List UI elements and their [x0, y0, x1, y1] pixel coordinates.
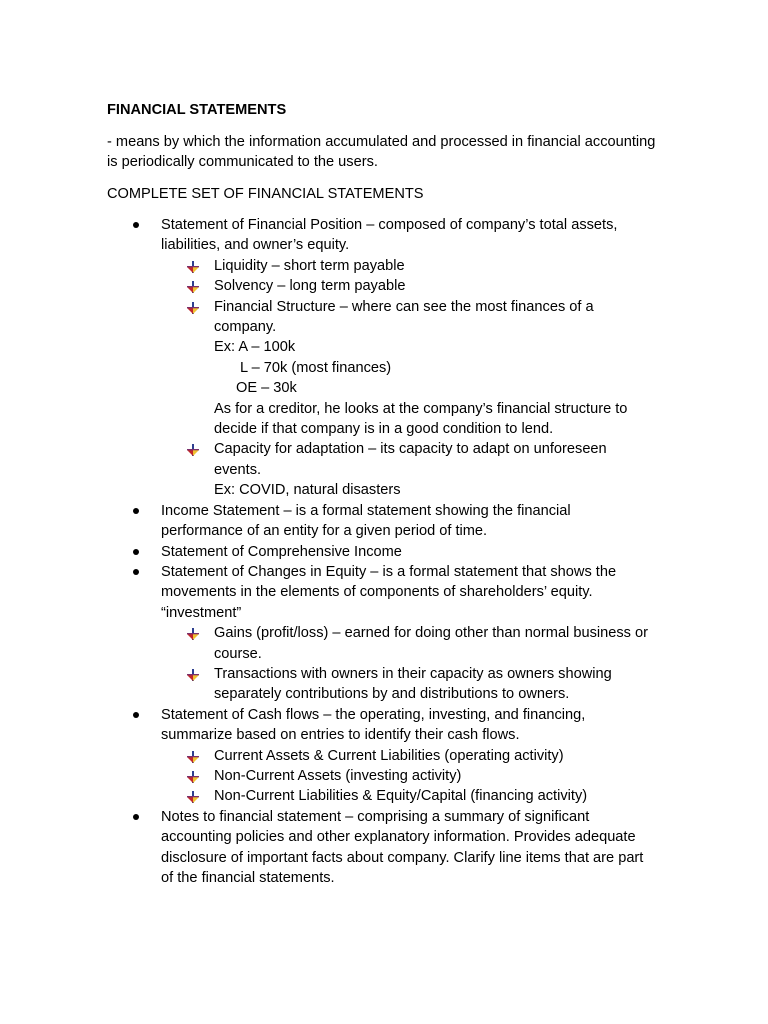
example-line: OE – 30k: [236, 380, 297, 397]
sub-list-item: [161, 297, 656, 440]
sub-list-item: [161, 786, 656, 806]
item-text: Statement of Cash flows – the operating, investing, and financing, summarize based on entries to identify their cash flows.: [161, 706, 586, 744]
sub-item-text: Non-Current Liabilities & Equity/Capital (financing activity): [214, 788, 588, 805]
sub-item-text: Liquidity – short term payable: [214, 257, 405, 274]
sub-list: [161, 623, 656, 705]
sub-list-item: [161, 664, 656, 705]
statements-list: [0, 215, 768, 888]
example-line: Ex: COVID, natural disasters: [214, 482, 401, 499]
sub-item-text: Non-Current Assets (investing activity): [214, 767, 462, 784]
sub-item-text: Gains (profit/loss) – earned for doing other than normal business or course.: [214, 625, 648, 662]
item-text: Notes to financial statement – comprising a summary of significant accounting policies and other explanatory information. Provides adequate disclosure of important facts about company. Clarify line items that are part of the financial statements.: [161, 808, 644, 886]
sub-list-item: [161, 766, 656, 786]
sub-item-text: Current Assets & Current Liabilities (operating activity): [214, 747, 564, 764]
arrow-bullet-icon: [186, 668, 200, 682]
item-text: Statement of Comprehensive Income: [161, 543, 402, 560]
sub-item-text: Solvency – long term payable: [214, 278, 406, 295]
sub-list-item: [161, 256, 656, 276]
arrow-bullet-icon: [186, 770, 200, 784]
item-text: Statement of Changes in Equity – is a formal statement that shows the movements in the elements of components of shareholders’ equity.: [161, 563, 617, 601]
sub-list-item: [161, 439, 656, 500]
list-item: [0, 562, 656, 705]
example-line: Ex: A – 100k: [214, 339, 296, 356]
item-text: Statement of Financial Position – composed of company’s total assets, liabilities, and owner’s equity.: [161, 217, 618, 254]
item-extra: “investment”: [161, 604, 242, 621]
list-item: [0, 807, 656, 889]
arrow-bullet-icon: [186, 301, 200, 315]
arrow-bullet-icon: [186, 750, 200, 764]
item-text: Income Statement – is a formal statement showing the financial performance of an entity for a given period of time.: [161, 502, 571, 540]
list-item: [0, 215, 656, 501]
definition-paragraph: - means by which the information accumulated and processed in financial accounting is periodically communicated to the users.: [107, 134, 656, 171]
arrow-bullet-icon: [186, 260, 200, 274]
creditor-note: As for a creditor, he looks at the company’s financial structure to decide if that company is in a good condition to lend.: [214, 400, 628, 438]
sub-list: [161, 746, 656, 807]
sub-list-item: [161, 276, 656, 296]
sub-item-text: Financial Structure – where can see the most finances of a company.: [214, 298, 594, 336]
arrow-bullet-icon: [186, 443, 200, 457]
sub-list-item: [161, 623, 656, 664]
sub-item-text: Capacity for adaptation – its capacity to adapt on unforeseen events.: [214, 441, 607, 478]
sub-list-item: [161, 746, 656, 766]
list-item: [0, 501, 656, 542]
arrow-bullet-icon: [186, 790, 200, 804]
sub-list: [161, 256, 656, 501]
list-item: [0, 542, 656, 562]
sub-item-text: Transactions with owners in their capacity as owners showing separately contributions by and distributions to owners.: [214, 665, 612, 703]
list-item: [0, 705, 656, 807]
document-title: FINANCIAL STATEMENTS: [107, 102, 287, 118]
example-line: L – 70k (most finances): [240, 359, 392, 376]
arrow-bullet-icon: [186, 280, 200, 294]
section-subheading: COMPLETE SET OF FINANCIAL STATEMENTS: [107, 186, 424, 202]
arrow-bullet-icon: [186, 627, 200, 641]
